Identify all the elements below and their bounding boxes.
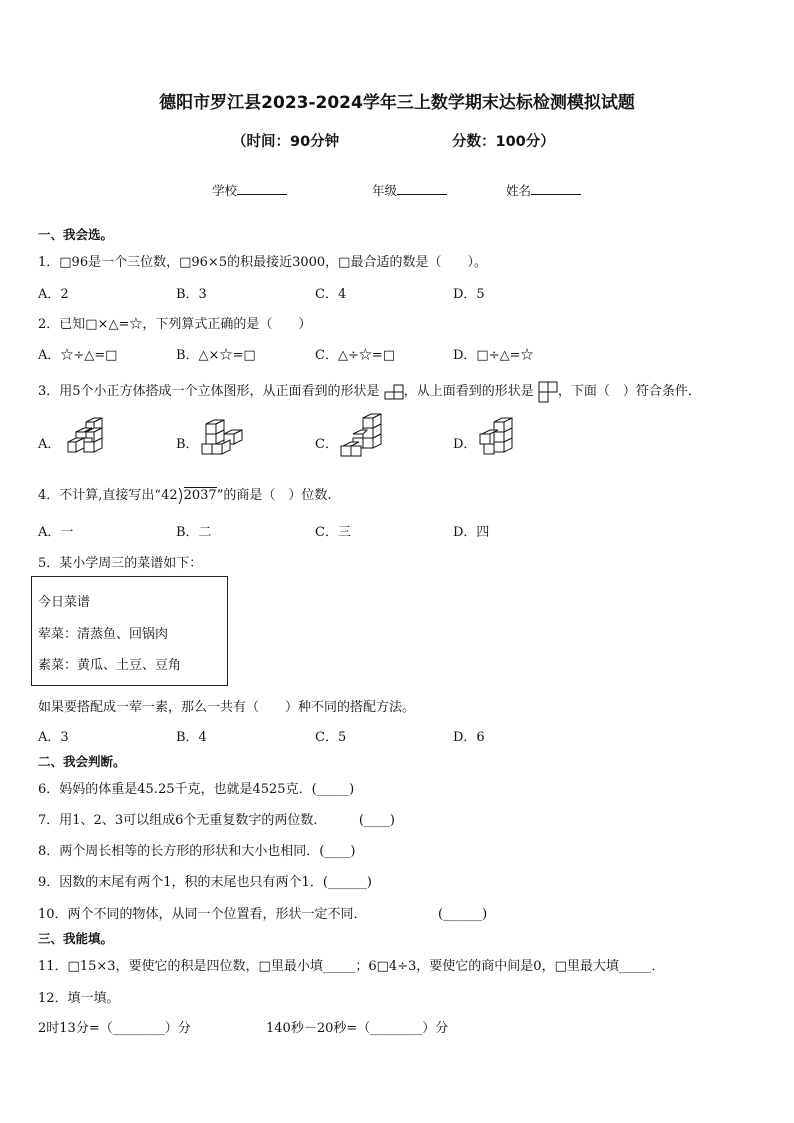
- q5-option-a[interactable]: A．3: [38, 730, 69, 745]
- q4-text-b: ”的商是（ ）位数.: [216, 488, 332, 503]
- q2-option-b[interactable]: B．△×☆=□: [176, 348, 256, 363]
- menu-meat: 荤菜：清蒸鱼、回锅肉: [38, 627, 169, 642]
- q4-option-a[interactable]: A．一: [38, 525, 74, 540]
- question-5-prompt: 如果要搭配成一荤一素，那么一共有（ ）种不同的搭配方法。: [38, 700, 416, 715]
- q4-option-d[interactable]: D．四: [453, 525, 490, 540]
- section-heading-judge: 二、我会判断。: [38, 754, 126, 769]
- q3-option-b[interactable]: B．: [176, 437, 199, 452]
- q3-text-a: 3．用5个小正方体搭成一个立体图形，从正面看到的形状是: [38, 384, 380, 399]
- name-blank[interactable]: [531, 182, 581, 195]
- q4-divisor: 42: [161, 488, 178, 503]
- section-heading-fill: 三、我能填。: [38, 931, 114, 946]
- question-2: 2．已知□×△=☆，下列算式正确的是（ ）: [38, 317, 312, 332]
- question-12-part-b[interactable]: 140秒－20秒=（________）分: [266, 1021, 449, 1036]
- question-12: 12．填一填。: [38, 991, 120, 1006]
- grade-blank[interactable]: [397, 182, 447, 195]
- q3-text-b: ，从上面看到的形状是: [403, 384, 534, 399]
- cube-figure-c-icon: [337, 412, 385, 462]
- question-7[interactable]: 7．用1、2、3可以组成6个无重复数字的两位数． (____): [38, 813, 395, 828]
- q1-option-b[interactable]: B．3: [176, 287, 207, 302]
- q1-option-d[interactable]: D．5: [453, 287, 485, 302]
- question-9[interactable]: 9．因数的末尾有两个1，积的末尾也只有两个1．(______): [38, 875, 372, 890]
- page-title: 德阳市罗江县2023-2024学年三上数学期末达标检测模拟试题: [159, 93, 635, 113]
- q3-option-d[interactable]: D．: [453, 437, 477, 452]
- q1-option-c[interactable]: C．4: [315, 287, 347, 302]
- cube-figure-d-icon: [476, 416, 516, 462]
- exam-score: 分数：100分）: [452, 134, 555, 150]
- question-8[interactable]: 8．两个周长相等的长方形的形状和大小也相同．(____): [38, 844, 356, 859]
- section-heading-choose: 一、我会选。: [38, 227, 114, 242]
- question-3: [38, 380, 701, 403]
- top-view-icon: [538, 381, 558, 403]
- question-5: 5．某小学周三的菜谱如下：: [38, 556, 203, 571]
- q3-option-c[interactable]: C．: [315, 437, 338, 452]
- name-field: [506, 181, 581, 199]
- menu-veg: 素菜：黄瓜、土豆、豆角: [38, 658, 182, 673]
- q1-option-a[interactable]: A．2: [38, 287, 69, 302]
- question-4: [38, 484, 331, 505]
- q4-text-a: 4．不计算,直接写出“: [38, 488, 162, 503]
- school-label: 学校: [212, 183, 238, 198]
- front-view-icon: [384, 384, 404, 400]
- q4-option-c[interactable]: C．三: [315, 525, 351, 540]
- menu-title: 今日菜谱: [38, 595, 91, 610]
- long-division-bracket-icon: [178, 487, 184, 505]
- school-field: [212, 181, 287, 199]
- q4-dividend: 2037: [183, 488, 217, 503]
- question-10[interactable]: 10．两个不同的物体，从同一个位置看，形状一定不同． (______): [38, 907, 488, 922]
- question-6[interactable]: 6．妈妈的体重是45.25千克，也就是4525克．(_____): [38, 782, 355, 797]
- q5-option-b[interactable]: B．4: [176, 730, 207, 745]
- cube-figure-b-icon: [200, 416, 246, 460]
- q4-option-b[interactable]: B．二: [176, 525, 212, 540]
- q2-option-a[interactable]: A．☆÷△=□: [38, 348, 118, 363]
- grade-field: [372, 181, 447, 199]
- q2-option-d[interactable]: D．□÷△=☆: [453, 348, 534, 363]
- exam-time: （时间：90分钟: [232, 134, 340, 150]
- cube-figure-a-icon: [62, 416, 106, 460]
- school-blank[interactable]: [237, 182, 287, 195]
- q5-option-c[interactable]: C．5: [315, 730, 347, 745]
- question-11[interactable]: 11．□15×3，要使它的积是四位数，□里最小填_____；6□4÷3，要使它的商中间是0，□里最大填_____．: [38, 959, 665, 974]
- grade-label: 年级: [372, 183, 398, 198]
- name-label: 姓名: [506, 183, 532, 198]
- q5-option-d[interactable]: D．6: [453, 730, 485, 745]
- q3-text-c: ，下面（ ）符合条件．: [557, 384, 701, 399]
- question-1: 1．□96是一个三位数，□96×5的积最接近3000，□最合适的数是（ ）。: [38, 255, 487, 270]
- question-12-part-a[interactable]: 2时13分=（________）分: [38, 1021, 191, 1036]
- q2-option-c[interactable]: C．△÷☆=□: [315, 348, 396, 363]
- q3-option-a[interactable]: A．: [38, 437, 61, 452]
